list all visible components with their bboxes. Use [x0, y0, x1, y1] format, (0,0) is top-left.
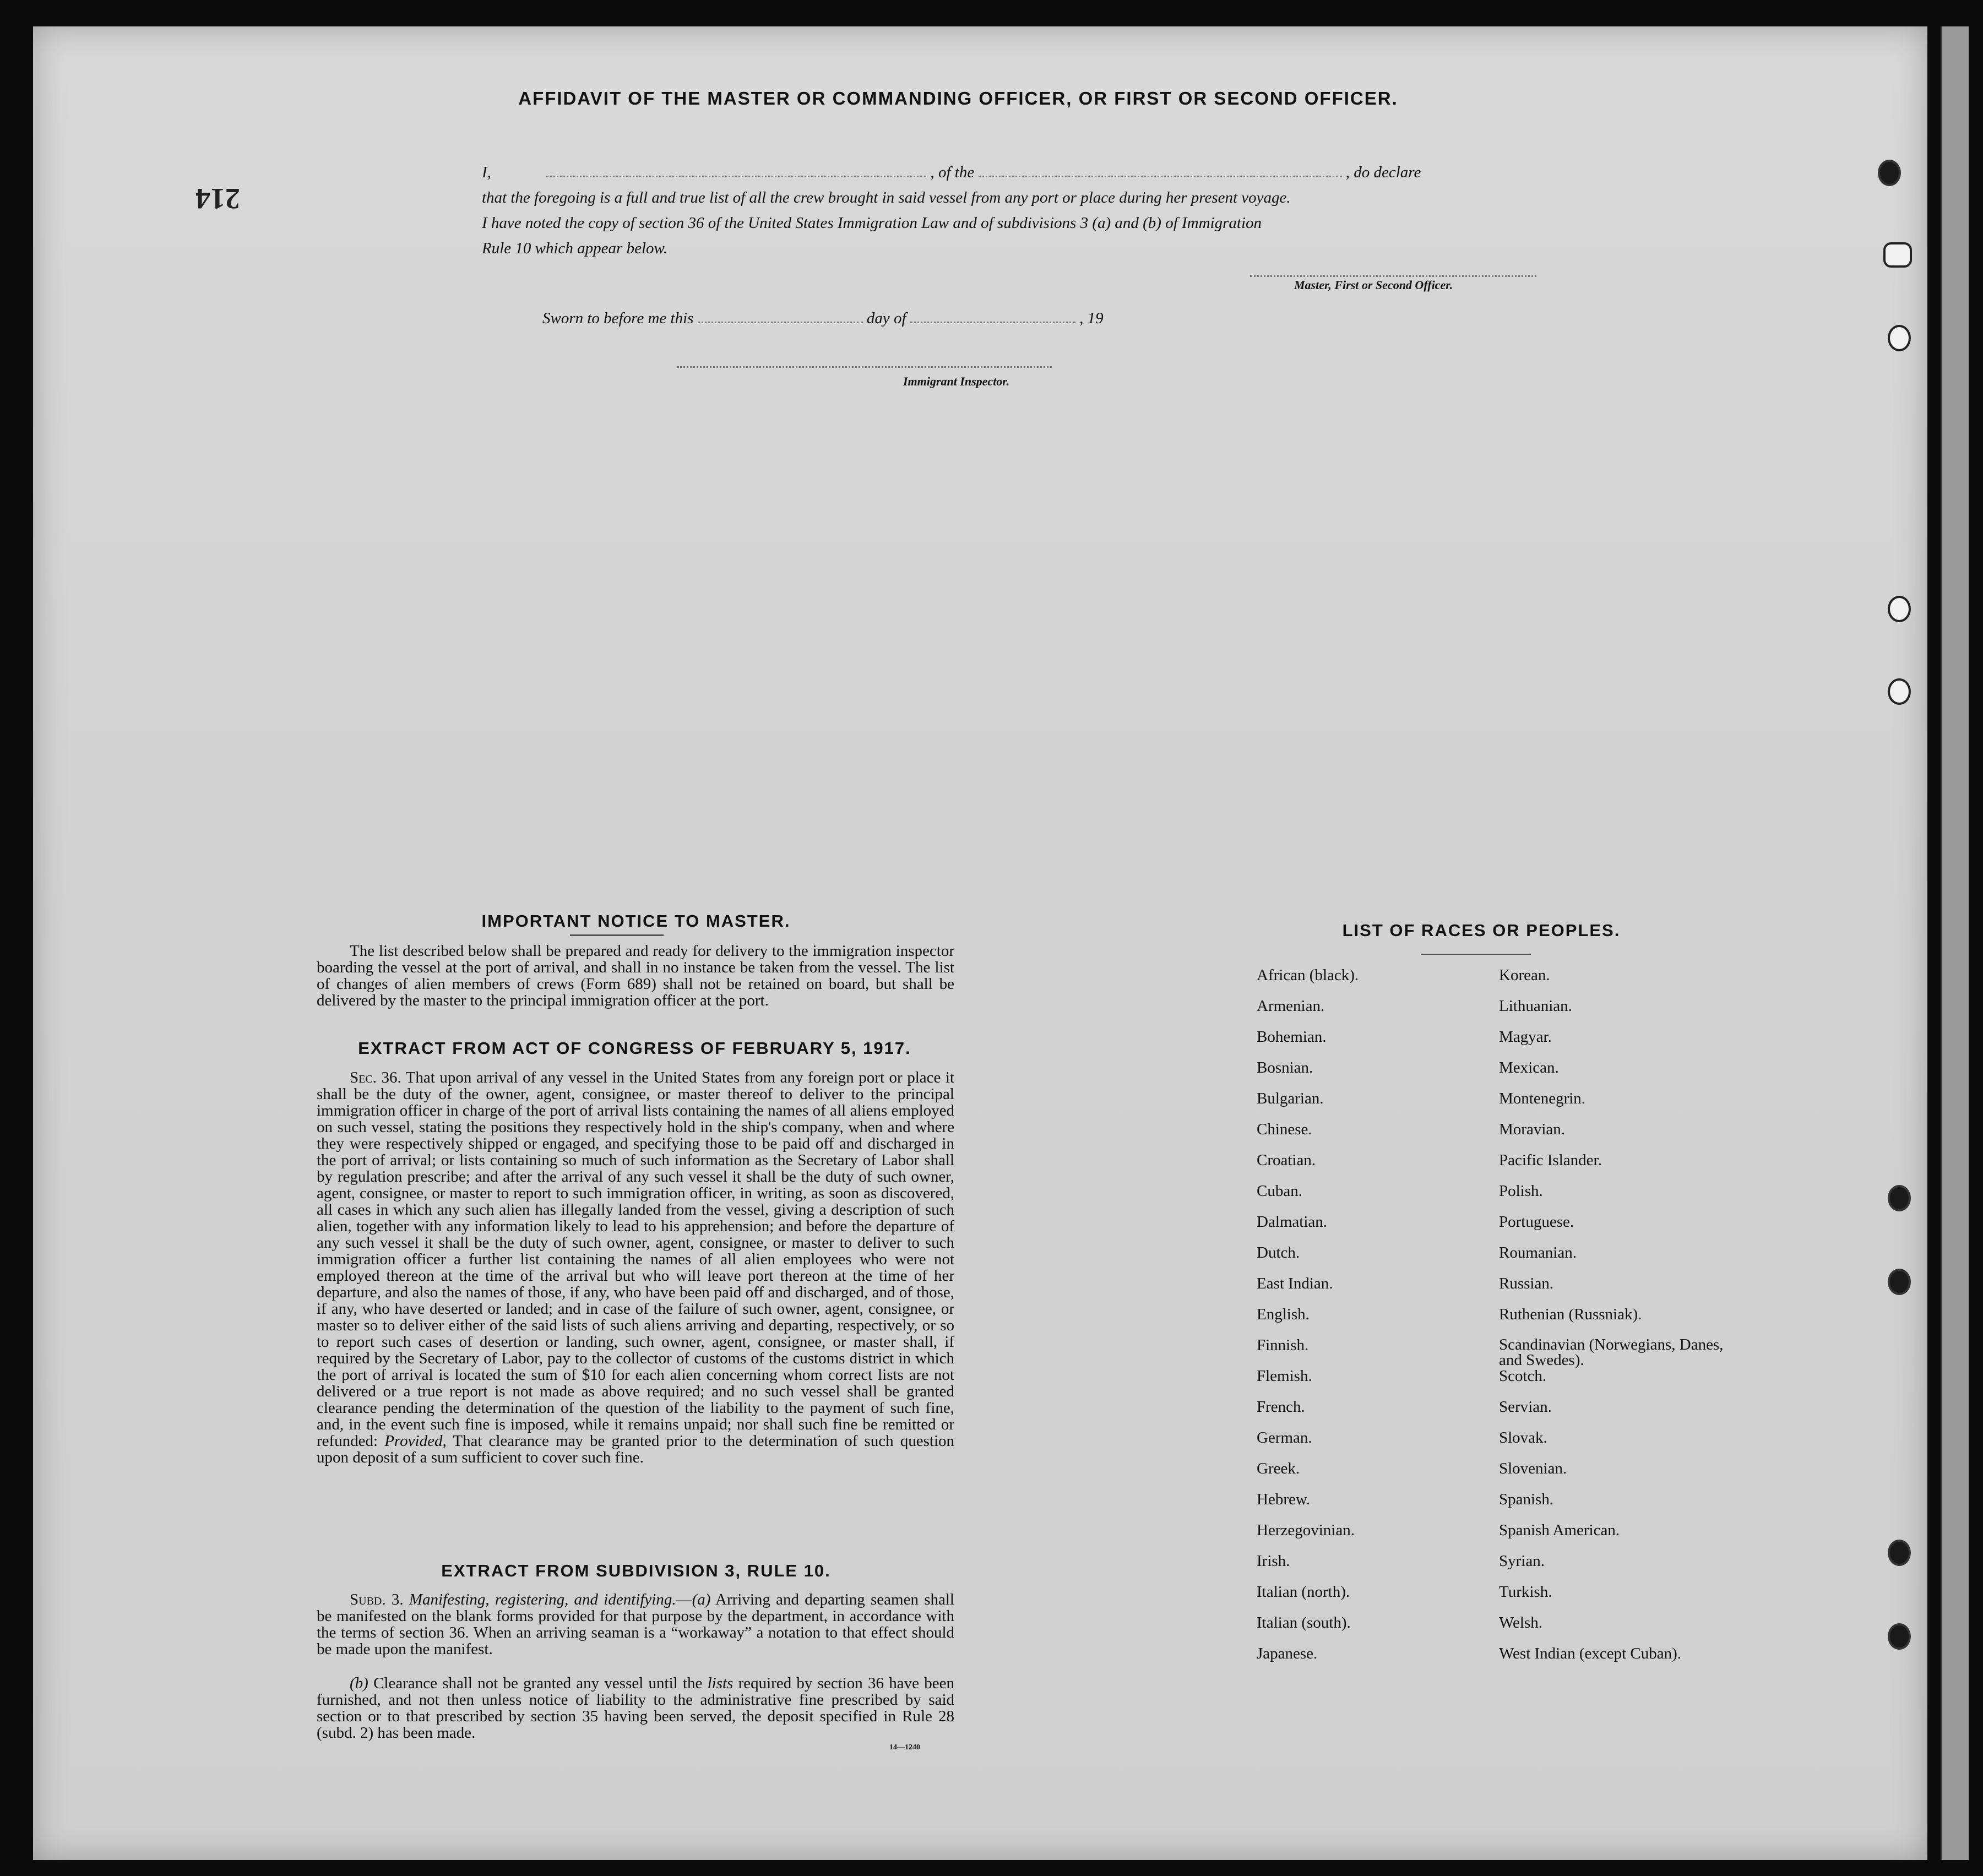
decl-i: I, — [482, 164, 491, 181]
page-mark: 214 — [195, 182, 240, 215]
race-item: Moravian. — [1499, 1121, 1565, 1138]
rule-para-a-text: Arriving and departing seamen shall be manifested on the blank forms provided for that purpose by the department, in accordance with the terms of section 36. When an arriving seaman is a “workaway” a notation to that effect should be made upon the manifest. — [317, 1591, 954, 1658]
rule-para-b-text: required by section 36 have been furnished, and not then unless notice of liability to the administrative fine prescribed by said section or to that prescribed by section 35 having been served, the deposit specified in Rule 28 (subd. 2) has been made. — [317, 1674, 954, 1742]
race-item: Scotch. — [1499, 1367, 1547, 1385]
race-item: Mexican. — [1499, 1059, 1559, 1076]
race-item: Bohemian. — [1257, 1028, 1327, 1046]
rule-para-a-mark: (a) — [692, 1591, 711, 1608]
sworn-year: , 19 — [1079, 309, 1104, 327]
binder-hole — [1883, 242, 1912, 268]
rule-title: EXTRACT FROM SUBDIVISION 3, RULE 10. — [441, 1561, 831, 1580]
binder-hole — [1888, 1269, 1911, 1295]
binder-hole — [1888, 325, 1911, 351]
master-name-field — [546, 176, 926, 177]
signature-line — [1250, 275, 1536, 277]
signature-label: Master, First or Second Officer. — [1294, 278, 1453, 292]
inspector-line — [677, 366, 1052, 368]
vessel-name-field — [979, 176, 1342, 177]
act-text — [317, 1069, 954, 1466]
rule-para-b — [317, 1675, 954, 1741]
race-item: Dutch. — [1257, 1244, 1300, 1261]
affidavit-declaration — [482, 160, 1539, 261]
affidavit-line-2: I have noted the copy of section 36 of the United States Immigration Law and of subdivisions 3 (a) and (b) of Immigration — [482, 214, 1262, 232]
race-item: Spanish. — [1499, 1491, 1554, 1508]
race-item: Pacific Islander. — [1499, 1151, 1602, 1169]
race-item: Spanish American. — [1499, 1521, 1620, 1539]
affidavit-line-1: that the foregoing is a full and true list of all the crew brought in said vessel from any port or place during her present voyage. — [482, 189, 1291, 206]
race-item: Portuguese. — [1499, 1213, 1574, 1231]
race-item: Armenian. — [1257, 997, 1325, 1015]
binder-hole — [1888, 1540, 1911, 1566]
race-item: African (black). — [1257, 966, 1359, 984]
race-item: Bulgarian. — [1257, 1090, 1324, 1107]
race-item: Herzegovinian. — [1257, 1521, 1355, 1539]
decl-do-declare: , do declare — [1345, 164, 1421, 181]
races-left-column — [1257, 967, 1477, 1676]
race-item: Montenegrin. — [1499, 1090, 1586, 1107]
race-item: German. — [1257, 1429, 1312, 1447]
binding-edge — [1941, 26, 1969, 1860]
act-section-label: Sec. 36. — [350, 1069, 401, 1086]
race-item: Italian (south). — [1257, 1614, 1351, 1632]
act-provided: Provided, — [384, 1432, 447, 1450]
race-item: Finnish. — [1257, 1336, 1309, 1354]
notice-title: IMPORTANT NOTICE TO MASTER. — [481, 911, 791, 931]
sworn-day: day of — [866, 309, 906, 327]
race-item: Korean. — [1499, 966, 1550, 984]
inspector-label: Immigrant Inspector. — [903, 374, 1010, 388]
races-right-column — [1499, 967, 1758, 1676]
race-item: Chinese. — [1257, 1121, 1312, 1138]
race-item: Croatian. — [1257, 1151, 1316, 1169]
form-number: 14—1240 — [889, 1743, 920, 1752]
act-body-end: That clearance may be granted prior to the determination of such question upon deposit of a sum sufficient to cover such fine. — [317, 1432, 954, 1466]
act-body: That upon arrival of any vessel in the United States from any foreign port or place it shall be the duty of the owner, agent, consignee, or master thereof to deliver to the principal immigration officer in charge of the port of arrival lists containing the names of all aliens employed on such vessel, stating the positions they respectively hold in the ship's company, when and where they were respectively shipped or engaged, and specifying those to be paid off and discharged in the port of arrival; or lists containing so much of such information as the Secretary of Labor shall by regulation prescribe; and after the arrival of any such vessel it shall be the duty of such owner, agent, consignee, or master to report to such immigration officer, in writing, as soon as discovered, all cases in which any such alien has illegally landed from the vessel, giving a description of such alien, together with any information likely to lead to his apprehension; and before the departure of any such vessel it shall be the duty of such owner, agent, consignee, or master to deliver to such immigration officer a further list containing the names of all alien employees who were not employed thereon at the time of the arrival but who will leave port thereon at the time of her departure, and also the names of those, if any, who have been paid off and discharged, and of those, if any, who have deserted or landed; and in case of the failure of such owner, agent, consignee, or master so to deliver either of the said lists of such aliens arriving and departing, respectively, or so to report such cases of desertion or landing, such owner, agent, consignee, or master shall, if required by the Secretary of Labor, pay to the collector of customs of the customs district in which the port of arrival is located the sum of $10 for each alien concerning whom correct lists are not delivered or a true report is not made as above required; and no such vessel shall be granted clearance pending the determination of the question of the liability to the payment of such fine, and, in the event such fine is imposed, while it remains unpaid; nor shall such fine be remitted or refunded: — [317, 1069, 954, 1450]
race-item: Welsh. — [1499, 1614, 1543, 1632]
race-item: Roumanian. — [1499, 1244, 1577, 1261]
rule-para-a: Subd. 3. Manifesting, registering, and identifying.—(a) Arriving and departing seamen shall be manifested on the blank forms provided for that purpose by the department, in accordance with the terms of section 36. When an arriving seaman is a “workaway” a notation to that effect should be made upon the manifest. — [317, 1591, 954, 1658]
notice-title-underline — [570, 934, 664, 936]
binder-hole — [1878, 160, 1901, 186]
race-item: French. — [1257, 1398, 1305, 1416]
race-item: Scandinavian (Norwegians, Danes, and Swedes). — [1499, 1336, 1724, 1369]
rule-para-b-lists: lists — [707, 1674, 734, 1692]
race-item: Lithuanian. — [1499, 997, 1572, 1015]
race-item: Ruthenian (Russniak). — [1499, 1306, 1642, 1323]
notice-text: The list described below shall be prepared and ready for delivery to the immigration inspector boarding the vessel at the port of arrival, and shall in no instance be taken from the vessel. The list of changes of alien members of crews (Form 689) shall not be retained on board, but shall be delivered by the master to the principal immigration officer at the port. — [317, 942, 954, 1009]
affidavit-title: AFFIDAVIT OF THE MASTER OR COMMANDING OFFICER, OR FIRST OR SECOND OFFICER. — [518, 88, 1398, 108]
race-item: Irish. — [1257, 1552, 1290, 1570]
race-item: Cuban. — [1257, 1182, 1302, 1200]
race-item: Magyar. — [1499, 1028, 1552, 1046]
race-item: Greek. — [1257, 1460, 1300, 1477]
rule-subd-heading: Manifesting, registering, and identifying. — [409, 1591, 676, 1608]
sworn-month-field — [910, 322, 1075, 323]
race-item: Hebrew. — [1257, 1491, 1311, 1508]
races-title-underline — [1421, 954, 1531, 955]
decl-of-the: , of the — [930, 164, 975, 181]
race-item: Flemish. — [1257, 1367, 1312, 1385]
rule-para-b-mark: (b) — [350, 1674, 368, 1692]
sworn-date-field — [698, 322, 863, 323]
binder-hole — [1888, 1623, 1911, 1650]
race-item: Slovenian. — [1499, 1460, 1567, 1477]
binder-hole — [1888, 1185, 1911, 1211]
race-item: Polish. — [1499, 1182, 1543, 1200]
race-item: Slovak. — [1499, 1429, 1547, 1447]
race-item: East Indian. — [1257, 1275, 1333, 1292]
race-item: Dalmatian. — [1257, 1213, 1328, 1231]
binder-hole — [1888, 678, 1911, 705]
race-item: English. — [1257, 1306, 1310, 1323]
sworn-line — [542, 309, 1104, 328]
race-item: Syrian. — [1499, 1552, 1545, 1570]
race-item: Japanese. — [1257, 1645, 1318, 1662]
act-title: EXTRACT FROM ACT OF CONGRESS OF FEBRUARY 5, 1917. — [358, 1038, 911, 1058]
affidavit-line-3: Rule 10 which appear below. — [482, 240, 667, 257]
sworn-prefix: Sworn to before me this — [542, 309, 694, 327]
rule-subd-label: Subd. 3. — [350, 1591, 404, 1608]
race-item: Turkish. — [1499, 1583, 1552, 1601]
races-title: LIST OF RACES OR PEOPLES. — [1342, 921, 1621, 940]
race-item: Italian (north). — [1257, 1583, 1350, 1601]
rule-para-b-pre: Clearance shall not be granted any vessel until the — [373, 1674, 703, 1692]
race-item: Russian. — [1499, 1275, 1554, 1292]
race-item: West Indian (except Cuban). — [1499, 1645, 1682, 1662]
binder-hole — [1888, 596, 1911, 622]
race-item: Bosnian. — [1257, 1059, 1313, 1076]
race-item: Servian. — [1499, 1398, 1552, 1416]
